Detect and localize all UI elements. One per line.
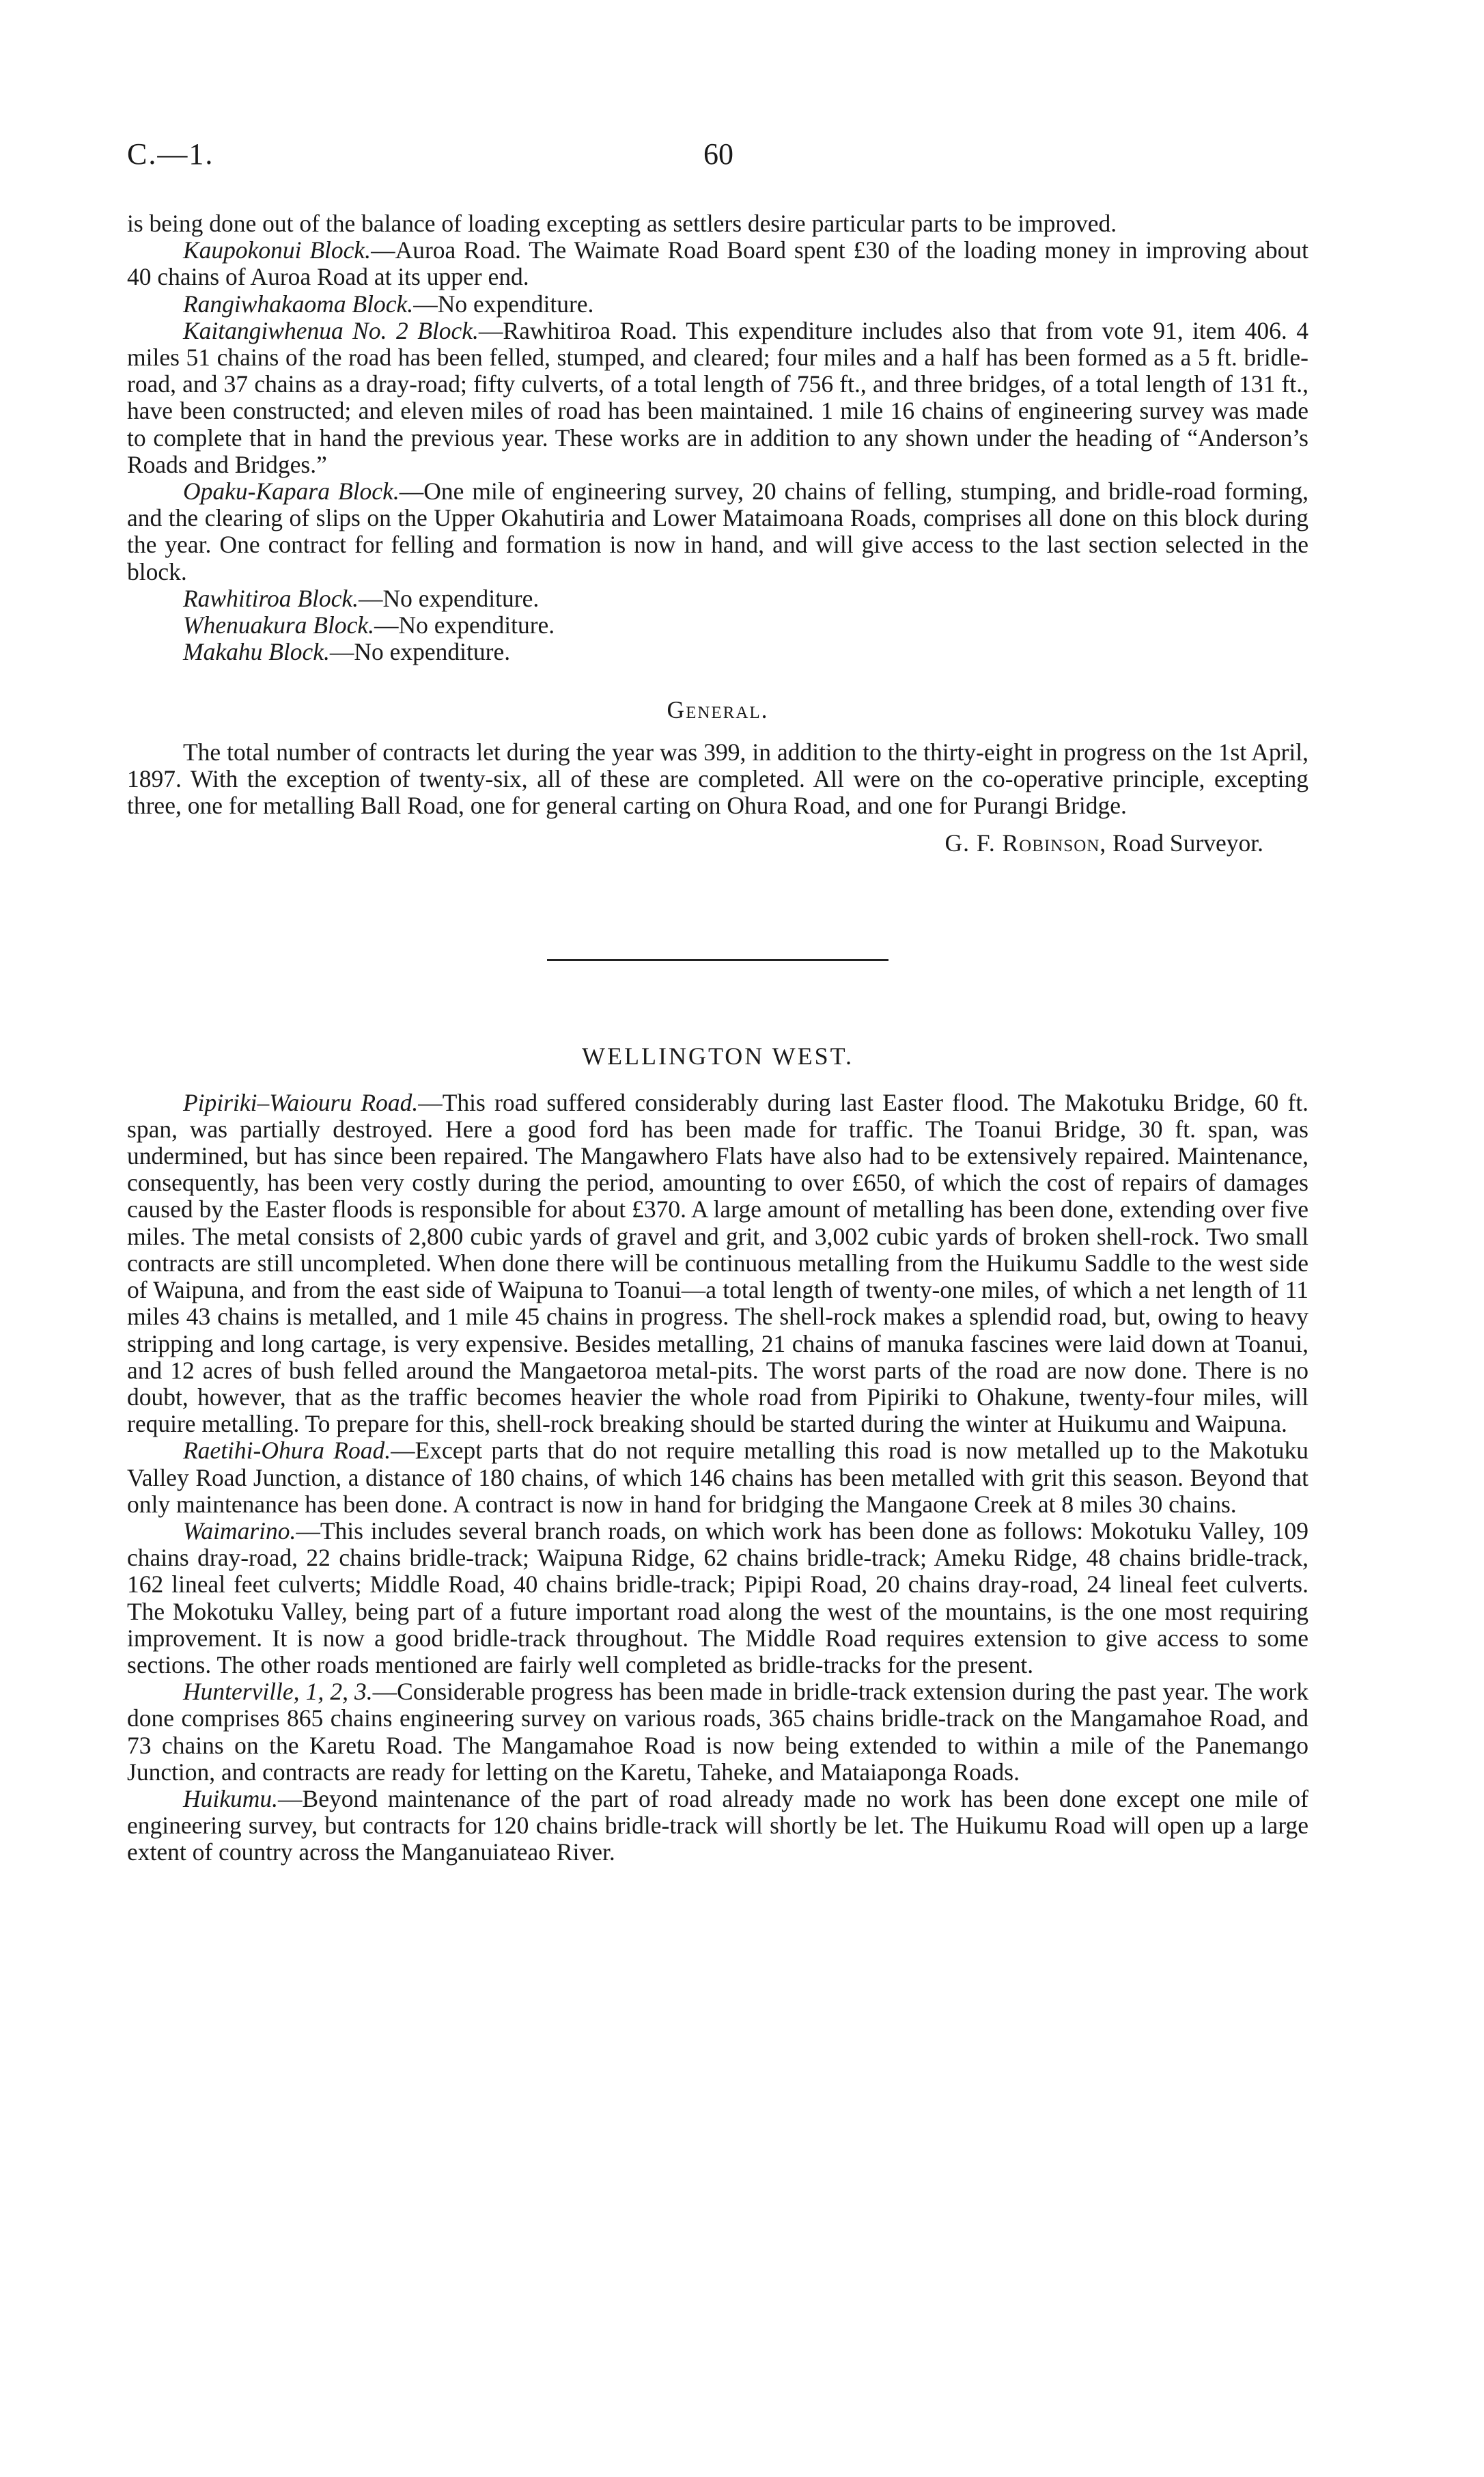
section-divider [547, 959, 888, 961]
road-name: Waimarino. [183, 1517, 296, 1545]
road-text: —Except parts that do not require metalling this road is now metalled up to the Makotuku Valley Road Junction, a distance of 180 chains, of which 146 chains has been metalled with grit this season. Beyond that only maintenance has been done. A contract is now in hand for bridging the Mangaone Creek at 8 miles 30 chains. [127, 1437, 1308, 1518]
block-entry-makahu [127, 639, 1308, 665]
block-entry-rawhitiroa [127, 585, 1308, 612]
block-name: Kaitangiwhenua No. 2 Block. [183, 316, 479, 344]
block-text: —No expenditure. [359, 584, 540, 612]
general-heading: General. [667, 696, 769, 724]
road-text: —Considerable progress has been made in bridle-track extension during the past year. The work done comprises 865 chains engineering survey on various roads, 365 chains bridle-track on the Mangamahoe Road, and 73 chains on the Karetu Road. The Mangamahoe Road is now being extended to within a mile of the Panemango Junction, and contracts are ready for letting on the Karetu, Taheke, and Mataiaponga Roads. [127, 1678, 1308, 1786]
block-entry-opaku-kapara [127, 478, 1308, 585]
signature [127, 830, 1308, 857]
block-entry-whenuakura [127, 612, 1308, 639]
block-name: Kaupokonui Block. [183, 236, 372, 264]
block-name: Rangiwhakaoma Block. [183, 290, 414, 318]
document-reference: C.—1. [127, 137, 214, 171]
block-text: —Rawhitiroa Road. This expenditure includes also that from vote 91, item 406. 4 miles 51 chains of the road has been felled, stumped, and cleared; four miles and a half has been formed as a 5 ft. bridle-road, and 37 chains as a dray-road; fifty culverts, of a total length of 756 ft., and three bridges, of a total length of 131 ft., have been constructed; and eleven miles of road has been maintained. 1 mile 16 chains of engineering survey was made to complete that in hand the previous year. These works are in addition to any shown under the heading of “Anderson’s Roads and Bridges.” [127, 316, 1308, 478]
page-number: 60 [703, 137, 733, 171]
signature-title: Road Surveyor. [1112, 829, 1263, 857]
road-name: Pipiriki–Waiouru Road. [183, 1088, 419, 1116]
signature-name: G. F. Robinson, [944, 829, 1107, 857]
road-entry-pipiriki-waiouru [127, 1090, 1308, 1438]
section-heading-wellington-west: WELLINGTON WEST. [582, 1042, 854, 1070]
block-name: Whenuakura Block. [183, 611, 374, 639]
block-entry-kaitangiwhenua [127, 318, 1308, 478]
block-entry-rangiwhakaoma [127, 291, 1308, 318]
general-paragraph: The total number of contracts let during the year was 399, in addition to the thirty-eight in progress on the 1st April, 1897. With the exception of twenty-six, all of these are completed. All were on the co-operative principle, excepting three, one for metalling Ball Road, one for general carting on Ohura Road, and one for Purangi Bridge. [127, 738, 1308, 820]
block-name: Opaku-Kapara Block. [183, 478, 400, 506]
block-name: Makahu Block. [183, 638, 330, 666]
road-name: Huikumu. [183, 1784, 279, 1812]
road-entry-huikumu [127, 1786, 1308, 1866]
page-body [127, 210, 1308, 1866]
block-name: Rawhitiroa Block. [183, 584, 359, 612]
road-name: Hunterville, 1, 2, 3. [183, 1678, 373, 1706]
road-entry-waimarino [127, 1518, 1308, 1678]
road-text: —This includes several branch roads, on which work has been done as follows: Mokotuku Valley, 109 chains dray-road, 22 chains bridle-track; Waipuna Ridge, 62 chains bridle-track; Ameku Ridge, 48 chains bridle-track, 162 lineal feet culverts; Middle Road, 40 chains bridle-track; Pipipi Road, 20 chains dray-road, 24 lineal feet culverts. The Mokotuku Valley, being part of a future important road along the west of the mountains, is the one most requiring improvement. It is now a good bridle-track throughout. The Middle Road requires extension to give access to some sections. The other roads mentioned are fairly well completed as bridle-tracks for the present. [127, 1517, 1308, 1678]
block-text: —No expenditure. [329, 638, 511, 666]
page-header [0, 137, 1484, 184]
block-text: —No expenditure. [413, 290, 594, 318]
block-text: —One mile of engineering survey, 20 chains of felling, stumping, and bridle-road forming, and the clearing of slips on the Upper Okahutiria and Lower Mataimoana Roads, comprises all done on this block during the year. One contract for felling and formation is now in hand, and will give access to the last section selected in the block. [127, 478, 1308, 585]
block-entry-kaupokonui [127, 237, 1308, 290]
road-name: Raetihi-Ohura Road. [183, 1437, 391, 1465]
block-text: —Auroa Road. The Waimate Road Board spent £30 of the loading money in improving about 40 chains of Auroa Road at its upper end. [127, 236, 1309, 291]
road-entry-raetihi-ohura [127, 1437, 1308, 1518]
road-entry-hunterville [127, 1678, 1308, 1786]
road-text: —This road suffered considerably during last Easter flood. The Makotuku Bridge, 60 ft. span, was partially destroyed. Here a good ford has been made for traffic. The Toanui Bridge, 30 ft. span, was undermined, but has since been repaired. The Mangawhero Flats have also had to be extensively repaired. Maintenance, consequently, has been very costly during the period, amounting to over £650, of which the cost of repairs of damages caused by the Easter floods is responsible for about £370. A large amount of metalling has been done, extending over five miles. The metal consists of 2,800 cubic yards of gravel and grit, and 3,002 cubic yards of broken shell-rock. Two small contracts are still uncompleted. When done there will be continuous metalling from the Huikumu Saddle to the west side of Waipuna, and from the east side of Waipuna to Toanui—a total length of twenty-one miles, of which a net length of 11 miles 43 chains is metalled, and 1 mile 45 chains in progress. The shell-rock makes a splendid road, but, owing to heavy stripping and long cartage, is very expensive. Besides metalling, 21 chains of manuka fascines were laid down at Toanui, and 12 acres of bush felled around the Mangaetoroa metal-pits. The worst parts of the road are now done. There is no doubt, however, that as the traffic becomes heavier the whole road from Pipiriki to Ohakune, twenty-four miles, will require metalling. To prepare for this, shell-rock breaking should be started during the winter at Huikumu and Waipuna. [127, 1088, 1309, 1438]
intro-paragraph: is being done out of the balance of loading excepting as settlers desire particular parts to be improved. [127, 210, 1117, 237]
road-text: —Beyond maintenance of the part of road already made no work has been done except one mile of engineering survey, but contracts for 120 chains bridle-track will shortly be let. The Huikumu Road will open up a large extent of country across the Manganuiateao River. [127, 1784, 1308, 1866]
block-text: —No expenditure. [374, 611, 555, 639]
